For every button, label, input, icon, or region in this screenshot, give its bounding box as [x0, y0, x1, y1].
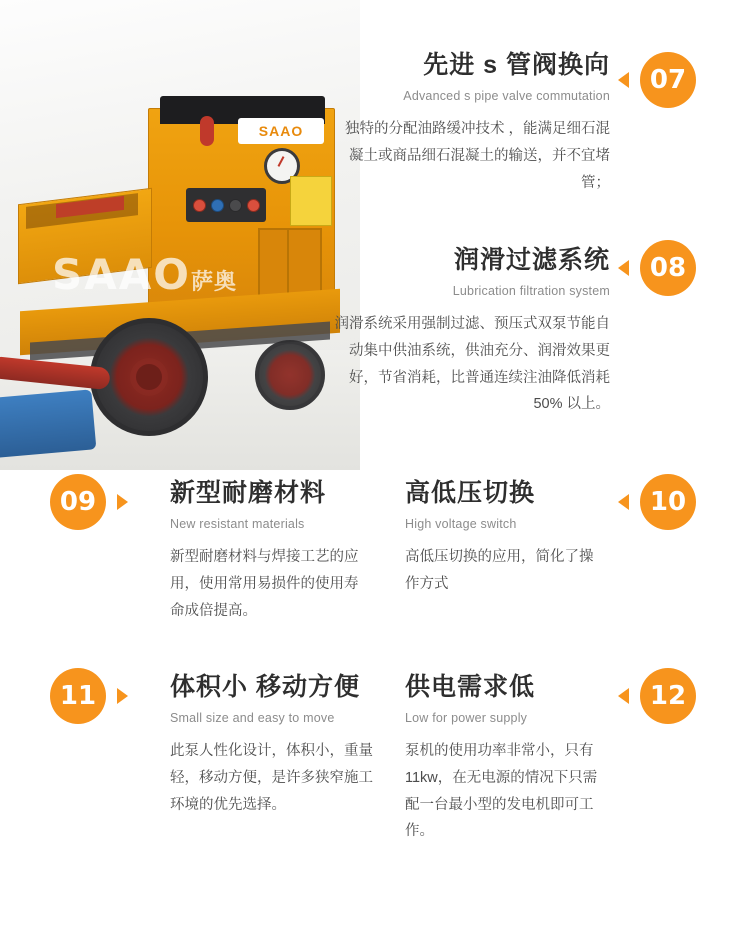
feature-block-07: [340, 50, 610, 196]
feature-desc: 高低压切换的应用，简化了操作方式: [405, 549, 594, 592]
product-photo: [0, 0, 360, 470]
knob-grey-icon: [229, 199, 242, 212]
feature-title-en: High voltage switch: [405, 517, 517, 531]
arrow-left-icon-10: [618, 494, 629, 510]
feature-title-cn: 高低压切换: [405, 479, 536, 507]
feature-block-08: [330, 245, 610, 418]
feature-block-10: [405, 478, 605, 598]
brand-watermark-cn: 萨奥: [190, 270, 237, 295]
feature-title-cn: 润滑过滤系统: [453, 246, 610, 274]
feature-title-en: Low for power supply: [405, 711, 528, 725]
knob-red-icon: [193, 199, 206, 212]
brand-watermark-text: SAAO: [52, 250, 191, 299]
wheel-small-icon: [255, 340, 325, 410]
feature-title-cn: 体积小 移动方便: [170, 673, 360, 701]
feature-title-en: New resistant materials: [170, 517, 305, 531]
feature-desc: 泵机的使用功率非常小，只有 11kw，在无电源的情况下只需配一台最小型的发电机即可工作。: [405, 743, 598, 840]
arrow-left-icon-12: [618, 688, 629, 704]
feature-title-en: Small size and easy to move: [170, 711, 335, 725]
control-panel: [186, 188, 266, 222]
feature-title-en: Advanced s pipe valve commutation: [403, 89, 610, 103]
feature-title-en: Lubrication filtration system: [452, 284, 610, 298]
feature-block-12: [405, 672, 605, 845]
feature-title-cn: 先进 s 管阀换向: [423, 51, 610, 79]
warning-plate: [290, 176, 332, 226]
arrow-left-icon-08: [618, 260, 629, 276]
knob-blue-icon: [211, 199, 224, 212]
brand-watermark: [52, 250, 237, 299]
feature-badge-12: 12: [640, 668, 696, 724]
feature-desc: 此泵人性化设计，体积小，重量轻，移动方便，是许多狭窄施工环境的优先选择。: [170, 743, 373, 813]
knob-red2-icon: [247, 199, 260, 212]
feature-desc: 润滑系统采用强制过滤、预压式双泵节能自动集中供油系统，供油充分、润滑效果更好，节省消耗，比普通连续注油降低消耗 50% 以上。: [334, 316, 610, 413]
arrow-right-icon-11: [117, 688, 128, 704]
feature-desc: 独特的分配油路缓冲技术 ，能满足细石混凝土或商品细石混凝土的输送，并不宜堵管；: [344, 121, 610, 191]
machine-handle: [200, 116, 214, 146]
feature-block-09: [170, 478, 370, 624]
machine-logo: SAAO: [238, 118, 324, 144]
feature-block-11: [170, 672, 375, 818]
feature-title-cn: 供电需求低: [405, 673, 536, 701]
feature-title-cn: 新型耐磨材料: [170, 479, 327, 507]
feature-badge-08: 08: [640, 240, 696, 296]
feature-badge-09: 09: [50, 474, 106, 530]
feature-badge-07: 07: [640, 52, 696, 108]
arrow-left-icon-07: [618, 72, 629, 88]
feature-desc: 新型耐磨材料与焊接工艺的应用，使用常用易损件的使用寿命成倍提高。: [170, 549, 359, 619]
arrow-right-icon-09: [117, 494, 128, 510]
feature-badge-10: 10: [640, 474, 696, 530]
blue-drum: [0, 389, 96, 458]
feature-badge-11: 11: [50, 668, 106, 724]
